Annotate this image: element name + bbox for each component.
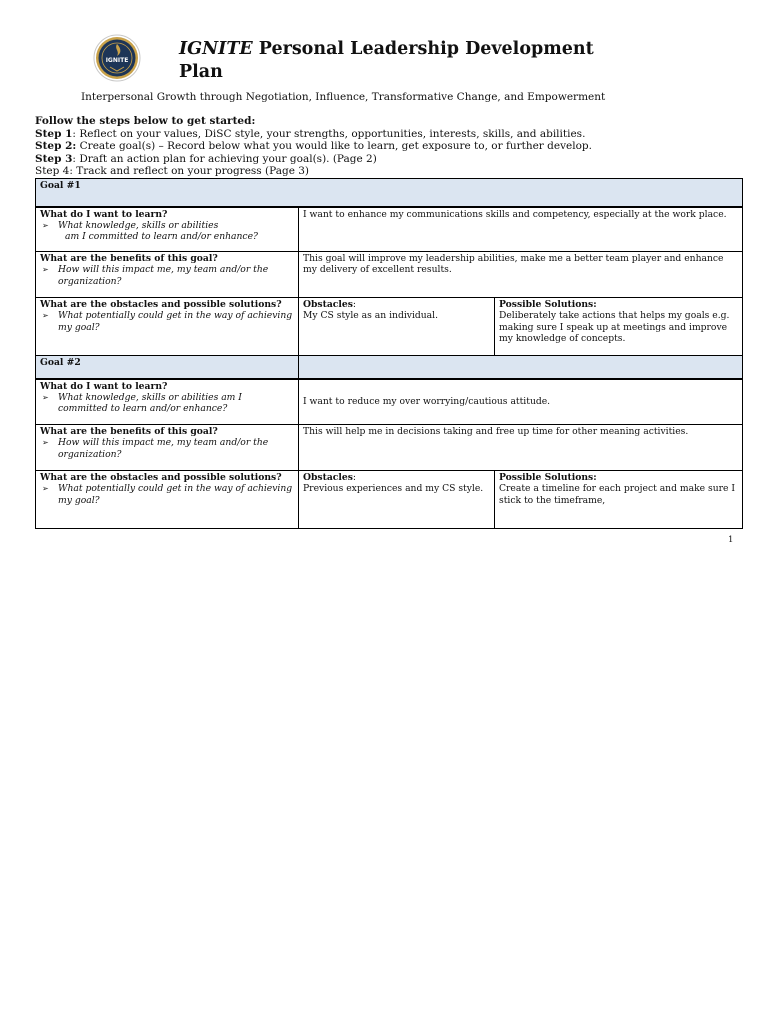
step-4: Step 4: Track and reflect on your progress (Page 3) xyxy=(35,165,310,178)
page-number: 1 xyxy=(728,535,734,545)
goal-1-benefits-question-cell xyxy=(36,252,299,298)
goal-2-learn-question-cell xyxy=(36,379,299,425)
obstacles-hint: ➢ What potentially could get in the way of achieving my goal? xyxy=(42,310,293,333)
obstacles-label: Obstacles: xyxy=(303,472,357,483)
document-title xyxy=(179,38,619,84)
goal-2-solutions-cell[interactable] xyxy=(495,471,743,529)
goal-2-heading-fill xyxy=(299,356,743,379)
solutions-label: Possible Solutions: xyxy=(499,299,597,310)
goal-2-benefits-answer[interactable]: This will help me in decisions taking and free up time for other meaning activities. xyxy=(299,425,743,471)
goal-1-learn-answer[interactable]: I want to enhance my communications skills and competency, especially at the work place. xyxy=(299,207,743,252)
goal-1-obstacles-question-cell xyxy=(36,298,299,356)
goal-2-obstacles-cell[interactable] xyxy=(299,471,495,529)
arrow-bullet-icon: ➢ xyxy=(42,392,49,402)
goal-1-learn-row xyxy=(36,207,743,252)
ignite-logo xyxy=(93,34,141,82)
arrow-bullet-icon: ➢ xyxy=(42,438,49,448)
step-2: Step 2: Create goal(s) – Record below what you would like to learn, get exposure to, or further develop. xyxy=(35,140,592,153)
goal-2-learn-answer[interactable]: I want to reduce my over worrying/cautious attitude. xyxy=(299,379,743,425)
step-1: Step 1: Reflect on your values, DiSC style, your strengths, opportunities, interests, skills, and abilities. xyxy=(35,127,586,140)
svg-text:IGNITE: IGNITE xyxy=(105,57,129,64)
obstacles-text: My CS style as an individual. xyxy=(303,310,439,322)
goal-2-learn-row xyxy=(36,379,743,425)
obstacles-question: What are the obstacles and possible solutions? xyxy=(40,299,282,310)
learn-question: What do I want to learn? xyxy=(40,380,168,392)
arrow-bullet-icon: ➢ xyxy=(42,311,49,321)
arrow-bullet-icon: ➢ xyxy=(42,265,49,275)
title-text: Personal Leadership Development Plan xyxy=(179,39,594,82)
goal-2-benefits-question-cell xyxy=(36,425,299,471)
benefits-hint: ➢ How will this impact me, my team and/or the organization? xyxy=(42,264,269,287)
solutions-label: Possible Solutions: xyxy=(499,472,597,483)
steps-section xyxy=(35,115,592,178)
arrow-bullet-icon: ➢ xyxy=(42,484,49,494)
goal-1-learn-question-cell xyxy=(36,207,299,252)
title-brand: IGNITE xyxy=(179,39,253,59)
goal-1-solutions-cell[interactable] xyxy=(495,298,743,356)
obstacles-text: Previous experiences and my CS style. xyxy=(303,483,484,495)
goal-1-header-row xyxy=(36,179,743,207)
benefits-question: What are the benefits of this goal? xyxy=(40,253,218,264)
learn-question: What do I want to learn? xyxy=(40,208,168,220)
goal-2-header-row xyxy=(36,356,743,379)
obstacles-question: What are the obstacles and possible solutions? xyxy=(40,472,282,483)
benefits-hint: ➢ How will this impact me, my team and/or the organization? xyxy=(42,437,269,460)
goal-2-heading: Goal #2 xyxy=(36,356,299,379)
learn-hint: ➢ What knowledge, skills or abilities am I committed to learn and/or enhance? xyxy=(42,391,242,415)
goal-2-benefits-row xyxy=(36,425,743,471)
goal-2-obstacles-question-cell xyxy=(36,471,299,529)
goal-1-heading: Goal #1 xyxy=(36,179,743,207)
steps-intro: Follow the steps below to get started: xyxy=(35,115,256,127)
goals-table xyxy=(35,178,743,529)
benefits-question: What are the benefits of this goal? xyxy=(40,426,218,437)
learn-hint: ➢ What knowledge, skills or abilities xyxy=(42,219,219,231)
arrow-bullet-icon: ➢ xyxy=(42,220,49,230)
goal-1-benefits-answer[interactable]: This goal will improve my leadership abilities, make me a better team player and enhance my delivery of excellent results. xyxy=(299,252,743,298)
goal-1-obstacles-cell[interactable] xyxy=(299,298,495,356)
document-subtitle: Interpersonal Growth through Negotiation, Influence, Transformative Change, and Empowerment xyxy=(81,91,606,103)
step-3: Step 3: Draft an action plan for achieving your goal(s). (Page 2) xyxy=(35,152,377,165)
obstacles-hint: ➢ What potentially could get in the way of achieving my goal? xyxy=(42,483,293,506)
solutions-text: Create a timeline for each project and make sure I stick to the timeframe, xyxy=(499,483,736,506)
obstacles-label: Obstacles: xyxy=(303,299,357,310)
goal-2-obstacles-row xyxy=(36,471,743,529)
learn-hint-continued: am I committed to learn and/or enhance? xyxy=(65,231,258,243)
solutions-text: Deliberately take actions that helps my goals e.g. making sure I speak up at meetings and improve my knowledge of concepts. xyxy=(499,310,730,344)
goal-1-obstacles-row xyxy=(36,298,743,356)
goal-1-benefits-row xyxy=(36,252,743,298)
